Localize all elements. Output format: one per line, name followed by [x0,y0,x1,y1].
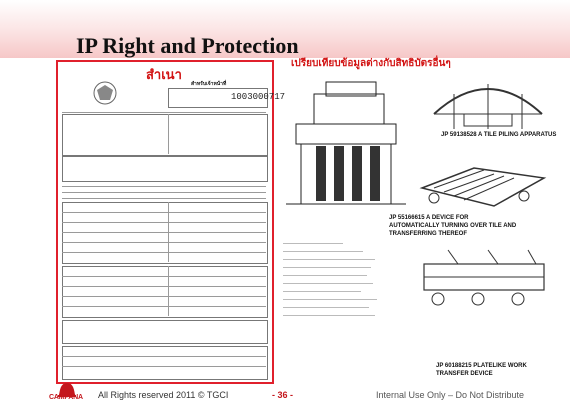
form-divider [168,114,169,154]
campana-logo: CAMPANA [49,394,83,401]
form-rule [62,366,266,367]
internal-use-notice: Internal Use Only – Do Not Distribute [376,390,525,400]
list-line [283,315,375,316]
comparison-heading: เปรียบเทียบข้อมูลต่างกับสิทธิบัตรอื่นๆ [291,58,451,69]
patent-drawing-3 [414,158,552,214]
list-line [283,299,377,300]
form-rule [62,232,266,233]
form-divider [168,266,169,316]
comparison-list [283,236,379,323]
form-section [62,266,268,318]
official-use-label: สำหรับเจ้าหน้าที่ [191,81,227,87]
form-divider [168,202,169,262]
list-line [283,275,367,276]
list-line [283,283,373,284]
list-line [283,291,361,292]
patent-drawing-1 [286,74,414,222]
page-number: - 36 - [272,390,294,400]
form-section [62,114,268,156]
form-rule [62,306,266,307]
form-rule [62,252,266,253]
form-section [62,346,268,380]
patent-caption-2: JP 55166615 A DEVICE FOR AUTOMATICALLY TURNING OVER TILE AND TRANSFERRING THEREOF [389,215,517,237]
patent-caption-1: JP 59138528 A TILE PILING APPARATUS [441,132,557,138]
form-rule [62,198,266,199]
form-rule [62,242,266,243]
list-line [283,243,343,244]
form-rule [62,286,266,287]
form-rule [62,112,266,113]
garuda-emblem-icon [92,80,118,106]
form-rule [62,276,266,277]
copyright-text: All Rights reserved 2011 © TGCI [98,390,229,400]
slide-title: IP Right and Protection [76,33,299,58]
form-section [62,156,268,182]
patent-drawing-2 [424,74,552,132]
patent-drawing-4 [418,244,556,312]
form-rule [62,192,266,193]
patent-caption-3: JP 60188215 PLATELIKE WORK TRANSFER DEVICE [436,363,527,377]
list-line [283,259,375,260]
form-rule [62,356,266,357]
form-section [62,320,268,344]
form-rule [62,186,266,187]
copy-stamp: สำเนา [146,67,182,82]
list-line [283,307,369,308]
form-rule [62,296,266,297]
list-line [283,267,371,268]
form-rule [62,212,266,213]
registration-number: 1003000717 [231,92,286,102]
form-rule [62,222,266,223]
patent-application-document [56,60,286,384]
list-line [283,251,363,252]
